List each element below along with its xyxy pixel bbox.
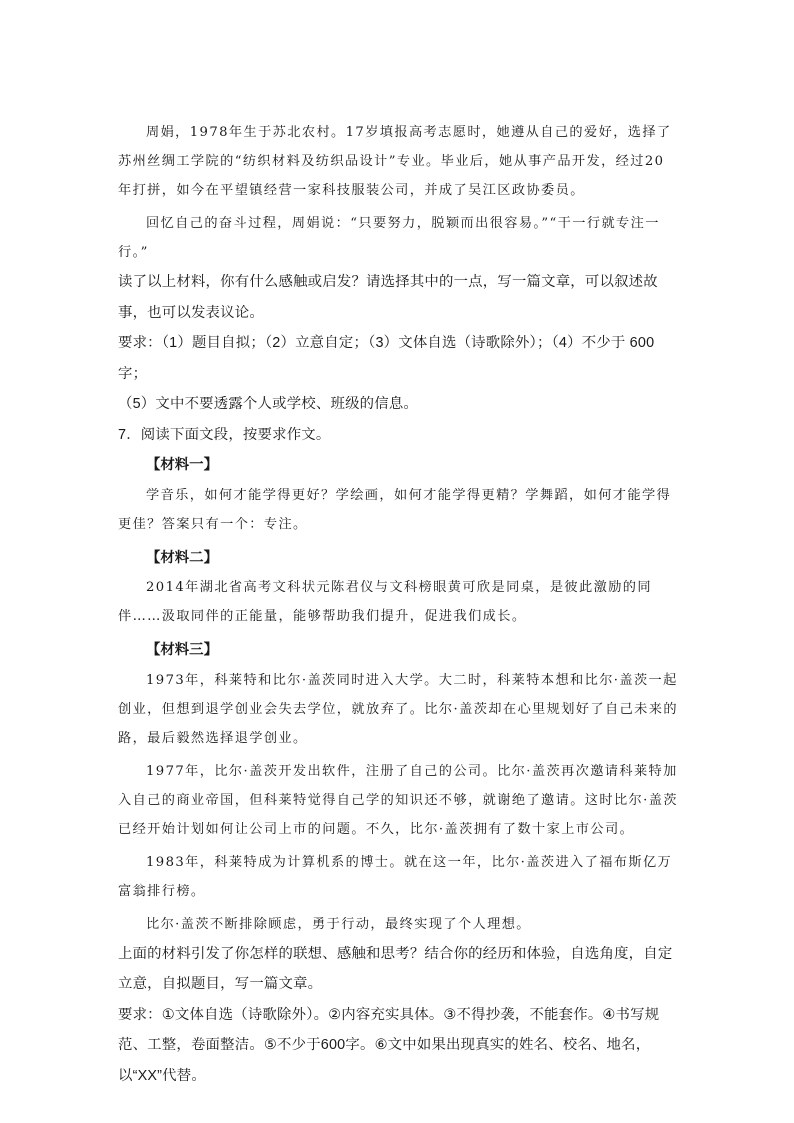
question-7-title: 7．阅读下面文段，按要求作文。 <box>118 426 331 443</box>
material-3-paragraph-4: 比尔·盖茨不断排除顾虑，勇于行动，最终实现了个人理想。 <box>146 916 531 932</box>
writing-prompt-6: 读了以上材料，你有什么感触或启发？请选择其中的一点，写一篇文章，可以叙述故事，也可以发表议论。 <box>118 274 658 321</box>
material-3-paragraph-3: 1983年，科莱特成为计算机系的博士。就在这一年，比尔·盖茨进入了福布斯亿万富翁排行榜。 <box>118 854 673 899</box>
document-page <box>118 118 678 1091</box>
material-2-text: 2014年湖北省高考文科状元陈君仪与文科榜眼黄可欣是同桌，是彼此激励的同伴……汲取同伴的正能量，能够帮助我们提升，促进我们成长。 <box>118 580 652 624</box>
material-paragraph-2: 回忆自己的奋斗过程，周娟说：“只要努力，脱颖而出很容易。”“干一行就专注一行。” <box>118 216 660 260</box>
material-3-heading: 【材料三】 <box>146 642 218 658</box>
material-paragraph-1: 周娟，1978年生于苏北农村。17岁填报高考志愿时，她遵从自己的爱好，选择了苏州丝绸工学院的“纺织材料及纺织品设计”专业。毕业后，她从事产品开发，经过20年打拼，如今在平望镇经营一家科技服装公司，并成了吴江区政协委员。 <box>118 125 672 198</box>
requirements-6-line2: （5）文中不要透露个人或学校、班级的信息。 <box>118 396 419 412</box>
material-3-paragraph-1: 1973年，科莱特和比尔·盖茨同时进入大学。大二时，科莱特本想和比尔·盖茨一起创业，但想到退学创业会失去学位，就放弃了。比尔·盖茨却在心里规划好了自己未来的路，最后毅然选择退学创业。 <box>118 672 678 746</box>
requirements-6-line1: 要求：（1）题目自拟；（2）立意自定；（3）文体自选（诗歌除外）；（4）不少于 600字； <box>118 335 655 382</box>
material-3-paragraph-2: 1977年，比尔·盖茨开发出软件，注册了自己的公司。比尔·盖茨再次邀请科莱特加入自己的商业帝国，但科莱特觉得自己学的知识还不够，就谢绝了邀请。这时比尔·盖茨已经开始计划如何让公司上市的问题。不久，比尔·盖茨拥有了数十家上市公司。 <box>118 763 678 837</box>
material-2-heading: 【材料二】 <box>146 549 218 566</box>
material-1-heading: 【材料一】 <box>146 457 218 473</box>
writing-prompt-7: 上面的材料引发了你怎样的联想、感触和思考？结合你的经历和体验，自选角度，自定立意，自拟题目，写一篇文章。 <box>118 945 673 992</box>
requirements-7: 要求：①文体自选（诗歌除外）。②内容充实具体。③不得抄袭，不能套作。④书写规范、工整，卷面整洁。⑤不少于600字。⑥文中如果出现真实的姓名、校名、地名，以“XX”代替。 <box>118 1006 660 1084</box>
material-1-text: 学音乐，如何才能学得更好？学绘画，如何才能学得更精？学舞蹈，如何才能学得更佳？答案只有一个：专注。 <box>118 487 672 532</box>
